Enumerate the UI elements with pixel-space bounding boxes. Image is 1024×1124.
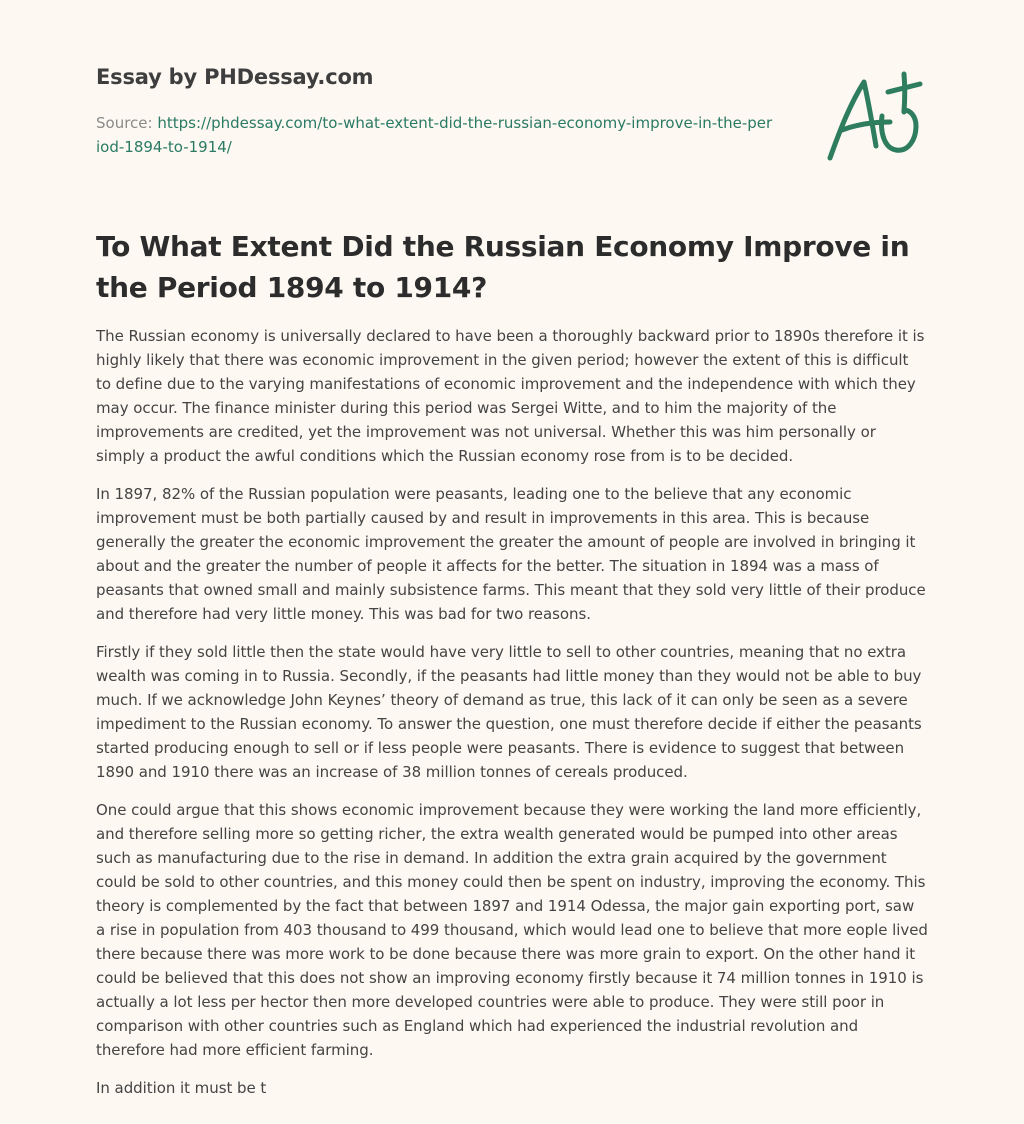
- essay-paragraph: One could argue that this shows economic improvement because they were working the land more efficiently, and therefore selling more so getting richer, the extra wealth generated would be pumped into other areas such as manufacturing due to the rise in demand. In addition the extra grain acquired by the government could be sold to other countries, and this money could then be spent on industry, improving the economy. This theory is complemented by the fact that between 1897 and 1914 Odessa, the major gain exporting port, saw a rise in population from 403 thousand to 499 thousand, which would lead one to believe that more eople lived there because there was more work to be done because there was more grain to export. On the other hand it could be believed that this does not show an improving economy firstly because it 74 million tonnes in 1910 is actually a lot less per hector then more developed countries were able to produce. They were still poor in comparison with other countries such as England which had experienced the industrial revolution and therefore had more efficient farming.: [96, 801, 928, 1059]
- source-label: Source:: [96, 114, 153, 132]
- essay-paragraph: The Russian economy is universally declared to have been a thoroughly backward prior to 1890s therefore it is highly likely that there was economic improvement in the given period; however the extent of this is difficult to define due to the varying manifestations of economic improvement and the independence with which they may occur. The finance minister during this period was Sergei Witte, and to him the majority of the improvements are credited, yet the improvement was not universal. Whether this was him personally or simply a product the awful conditions which the Russian economy rose from is to be decided.: [96, 327, 925, 465]
- essay-body: [96, 324, 928, 1114]
- a-plus-logo-icon: [824, 70, 928, 164]
- essay-paragraph: Firstly if they sold little then the state would have very little to sell to other countries, meaning that no extra wealth was coming in to Russia. Secondly, if the peasants had little money than they would not be able to buy much. If we acknowledge John Keynes’ theory of demand as true, this lack of it can only be seen as a severe impediment to the Russian economy. To answer the question, one must therefore decide if either the peasants started producing enough to sell or if less people were peasants. There is evidence to suggest that between 1890 and 1910 there was an increase of 38 million tonnes of cereals produced.: [96, 643, 922, 781]
- site-brand: Essay by PHDessay.com: [96, 65, 374, 89]
- source-line: [96, 111, 776, 159]
- essay-paragraph: In addition it must be t: [96, 1079, 267, 1097]
- essay-paragraph: In 1897, 82% of the Russian population were peasants, leading one to the believe that any economic improvement must be both partially caused by and result in improvements in this area. This is because generally the greater the economic improvement the greater the amount of people are involved in bringing it about and the greater the number of people it affects for the better. The situation in 1894 was a mass of peasants that owned small and mainly subsistence farms. This meant that they sold very little of their produce and therefore had very little money. This was bad for two reasons.: [96, 485, 926, 623]
- essay-title: To What Extent Did the Russian Economy Improve in the Period 1894 to 1914?: [96, 230, 910, 304]
- source-link[interactable]: https://phdessay.com/to-what-extent-did-the-russian-economy-improve-in-the-period-1894-to-1914/: [96, 114, 773, 156]
